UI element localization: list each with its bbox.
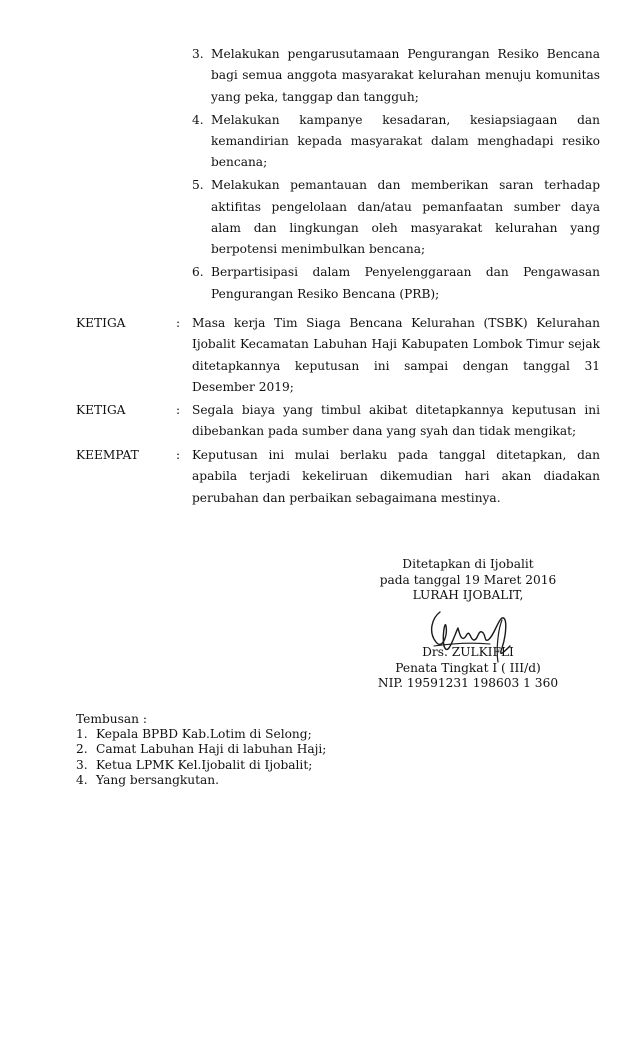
tembusan-item-number: 4.	[76, 772, 88, 787]
list-item-text: Melakukan pemantauan dan memberikan saran terhadap aktifitas pengelolaan dan/atau pemanfaatan sumber daya alam dan lingkungan oleh masyarakat kelurahan yang berpotensi menimbulkan bencana;	[211, 178, 600, 257]
list-item	[192, 110, 600, 174]
list-item-number: 4.	[192, 112, 204, 127]
list-item-text: Melakukan kampanye kesadaran, kesiapsiagaan dan kemandirian kepada masyarakat dalam menghadapi resiko bencana;	[211, 112, 600, 170]
clause-label: KETIGA	[76, 403, 126, 417]
clause-colon: :	[176, 316, 181, 330]
tembusan-item-number: 3.	[76, 757, 88, 772]
tembusan-section	[76, 712, 476, 788]
signature-place: Ditetapkan di Ijobalit	[402, 557, 534, 571]
list-item	[192, 262, 600, 305]
signature-header	[358, 557, 578, 604]
list-item	[192, 44, 600, 108]
tembusan-heading: Tembusan :	[76, 712, 147, 726]
numbered-list	[192, 44, 600, 307]
tembusan-item	[76, 727, 476, 742]
clause-text: Keputusan ini mulai berlaku pada tanggal ditetapkan, dan apabila terjadi kekeliruan dikemudian hari akan diadakan perubahan dan perbaikan sebagaimana mestinya.	[192, 448, 600, 505]
list-item-number: 3.	[192, 47, 204, 61]
list-item-text: Berpartisipasi dalam Penyelenggaraan dan Pengawasan Pengurangan Resiko Bencana (PRB);	[211, 265, 600, 301]
signatory-name: Drs. ZULKIFLI	[422, 645, 514, 659]
clause-text: Segala biaya yang timbul akibat ditetapkannya keputusan ini dibebankan pada sumber dana yang syah dan tidak mengikat;	[192, 403, 600, 439]
clause-berlaku	[76, 445, 600, 509]
tembusan-item	[76, 742, 476, 757]
clause-label: KEEMPAT	[76, 448, 139, 462]
tembusan-item-text: Camat Labuhan Haji di labuhan Haji;	[96, 742, 327, 757]
clause-masa-kerja	[76, 313, 600, 398]
tembusan-item-text: Yang bersangkutan.	[96, 772, 220, 787]
list-item-number: 6.	[192, 265, 204, 280]
tembusan-item	[76, 773, 476, 788]
tembusan-item	[76, 758, 476, 773]
clause-label: KETIGA	[76, 316, 126, 330]
signature-date: pada tanggal 19 Maret 2016	[379, 572, 557, 587]
clause-text: Masa kerja Tim Siaga Bencana Kelurahan (TSBK) Kelurahan Ijobalit Kecamatan Labuhan Haji Kabupaten Lombok Timur sejak ditetapkannya keputusan ini sampai dengan tanggal 31 Desember 2019;	[192, 316, 600, 394]
clause-colon: :	[176, 403, 181, 417]
list-item-text: Melakukan pengarusutamaan Pengurangan Resiko Bencana bagi semua anggota masyarakat kelurahan menuju komunitas yang peka, tanggap dan tangguh;	[211, 47, 600, 104]
clause-biaya	[76, 400, 600, 443]
tembusan-item-number: 2.	[76, 742, 88, 757]
signature-footer	[358, 645, 578, 692]
clause-colon: :	[176, 448, 181, 462]
list-item	[192, 175, 600, 260]
signatory-rank: Penata Tingkat I ( III/d)	[395, 660, 541, 675]
tembusan-item-text: Kepala BPBD Kab.Lotim di Selong;	[96, 727, 312, 742]
list-item-number: 5.	[192, 178, 204, 193]
signatory-nip: NIP. 19591231 198603 1 360	[377, 676, 559, 690]
tembusan-item-number: 1.	[76, 727, 88, 742]
signature-office: LURAH IJOBALIT,	[412, 588, 524, 602]
tembusan-item-text: Ketua LPMK Kel.Ijobalit di Ijobalit;	[96, 757, 313, 772]
